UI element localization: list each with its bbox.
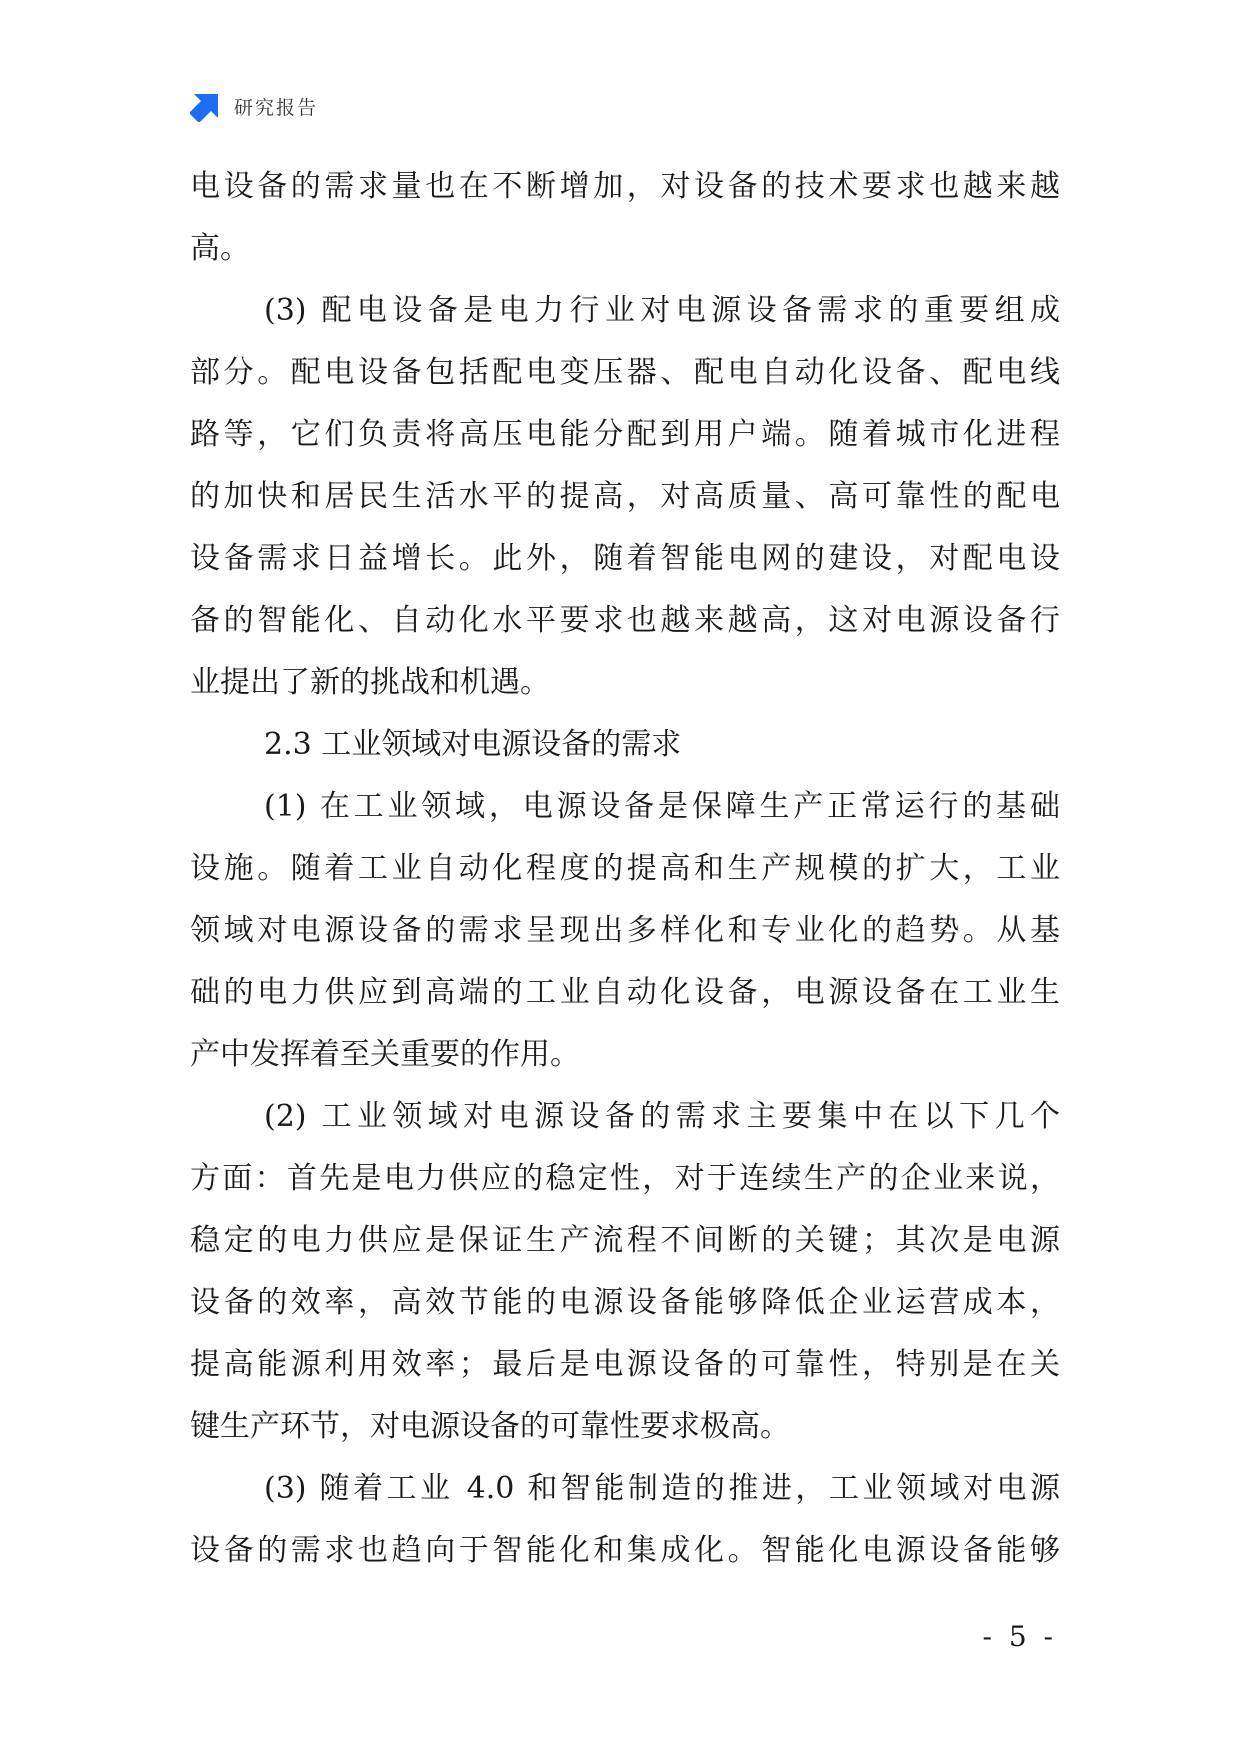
arrow-up-right-icon — [190, 90, 222, 122]
text-line: 设备的需求也趋向于智能化和集成化。智能化电源设备能够 — [190, 1533, 1060, 1568]
text-line: 提高能源利用效率；最后是电源设备的可靠性，特别是在关 — [190, 1347, 1060, 1382]
text-line: 设备需求日益增长。此外，随着智能电网的建设，对配电设 — [190, 541, 1060, 576]
text-line: 方面：首先是电力供应的稳定性，对于连续生产的企业来说， — [190, 1161, 1060, 1196]
text-line: 的加快和居民生活水平的提高，对高质量、高可靠性的配电 — [190, 479, 1060, 514]
text-line: (1) 在工业领域，电源设备是保障生产正常运行的基础 — [264, 789, 1060, 824]
header-title: 研究报告 — [234, 96, 319, 119]
page-header — [190, 88, 318, 124]
page-number: - 5 - — [982, 1620, 1057, 1653]
text-line: (3) 配电设备是电力行业对电源设备需求的重要组成 — [264, 293, 1060, 328]
text-line: 电设备的需求量也在不断增加，对设备的技术要求也越来越 — [190, 169, 1060, 204]
section-heading: 2.3 工业领域对电源设备的需求 — [264, 727, 682, 762]
text-line: 业提出了新的挑战和机遇。 — [190, 665, 550, 700]
text-line: (2) 工业领域对电源设备的需求主要集中在以下几个 — [264, 1099, 1060, 1134]
text-line: 设备的效率，高效节能的电源设备能够降低企业运营成本， — [190, 1285, 1060, 1320]
text-line: 路等，它们负责将高压电能分配到用户端。随着城市化进程 — [190, 417, 1060, 452]
text-line: 础的电力供应到高端的工业自动化设备，电源设备在工业生 — [190, 975, 1060, 1010]
text-line: 部分。配电设备包括配电变压器、配电自动化设备、配电线 — [190, 355, 1060, 390]
text-line: 稳定的电力供应是保证生产流程不间断的关键；其次是电源 — [190, 1223, 1060, 1258]
text-line: 备的智能化、自动化水平要求也越来越高，这对电源设备行 — [190, 603, 1060, 638]
text-line: 领域对电源设备的需求呈现出多样化和专业化的趋势。从基 — [190, 913, 1060, 948]
text-line: (3) 随着工业 4.0 和智能制造的推进，工业领域对电源 — [264, 1471, 1060, 1506]
text-line: 高。 — [190, 231, 250, 266]
text-line: 产中发挥着至关重要的作用。 — [190, 1037, 580, 1072]
text-line: 键生产环节，对电源设备的可靠性要求极高。 — [190, 1409, 790, 1444]
body-text — [190, 156, 1060, 1582]
text-line: 设施。随着工业自动化程度的提高和生产规模的扩大，工业 — [190, 851, 1060, 886]
